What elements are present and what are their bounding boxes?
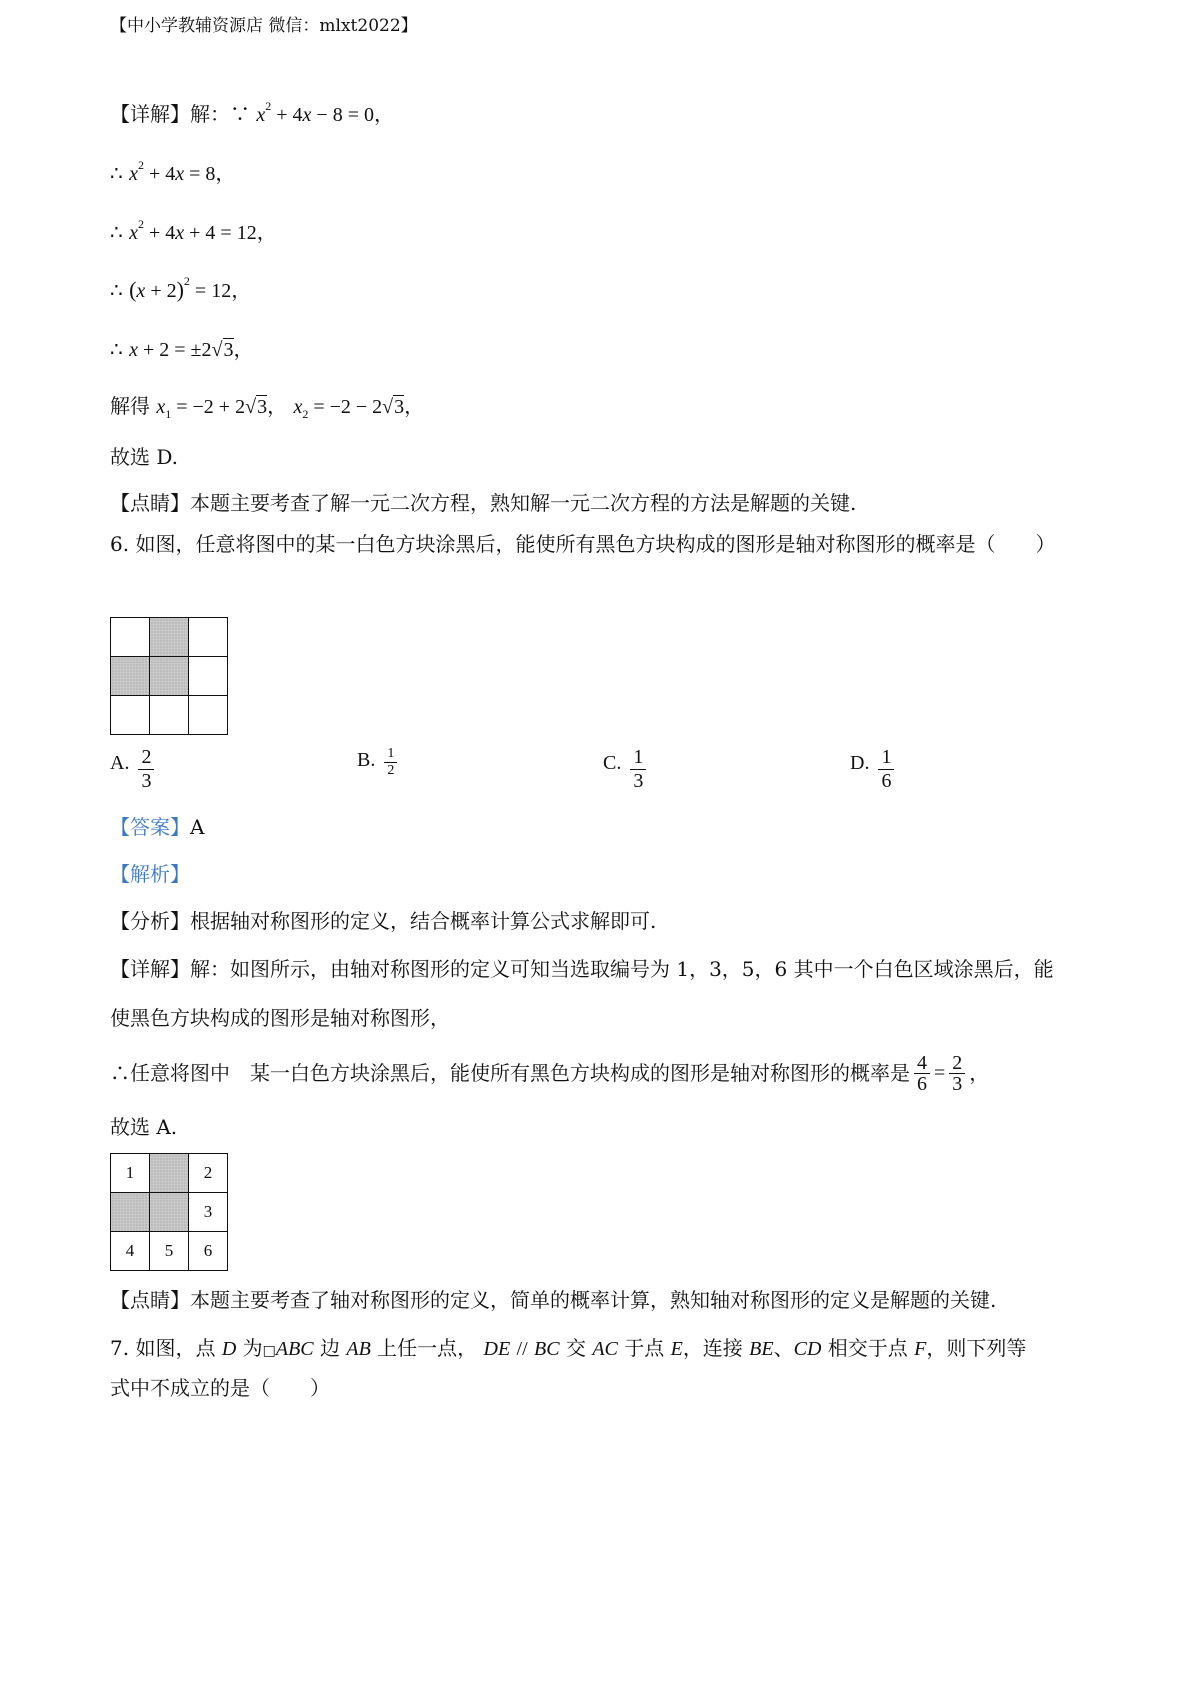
grid-cell-1: 1 (111, 1154, 150, 1193)
q5-conclusion: 故选 D. (110, 445, 179, 469)
grid-cell-shaded (150, 618, 189, 657)
option-b-label: B. (357, 749, 376, 771)
grid-cell-shaded (150, 1154, 189, 1193)
q6-detail-line1: 【详解】解：如图所示，由轴对称图形的定义可知当选取编号为 1，3，5，6 其中一个白色区域涂黑后，能 (110, 957, 1054, 981)
equation-step5: ∴ x + 2 = ±2√3， (110, 337, 254, 361)
option-d-fraction: $\frac{1}{6}$ (878, 746, 894, 793)
detail-label: 【详解】 (110, 102, 190, 126)
q7-stem-line2: 式中不成立的是（ ） (110, 1376, 330, 1400)
option-d-label: D. (850, 752, 870, 774)
q6-detail-line2: 使黑色方块构成的图形是轴对称图形， (110, 1006, 450, 1030)
q5-detail-line (110, 99, 394, 126)
grid-cell-2: 2 (189, 1154, 228, 1193)
option-c-fraction: $\frac{1}{3}$ (630, 746, 646, 793)
grid-cell-6: 6 (189, 1232, 228, 1271)
q6-analysis: 【分析】根据轴对称图形的定义，结合概率计算公式求解即可. (110, 909, 657, 933)
option-a-label: A. (110, 752, 130, 774)
equation-step2: ∴ $x^2 + 4x = 8$， (110, 158, 236, 185)
q5-note: 【点睛】本题主要考查了解一元二次方程，熟知解一元二次方程的方法是解题的关键. (110, 491, 857, 515)
grid-cell (111, 696, 150, 735)
q7-stem-line1: 7. 如图，点 D 为□ABC 边 AB 上任一点， DE // BC 交 AC 于点 E，连接 BE、CD 相交于点 F，则下列等 (110, 1336, 1027, 1360)
grid-cell-5: 5 (150, 1232, 189, 1271)
grid-cell (189, 696, 228, 735)
grid-cell-shaded (111, 657, 150, 696)
result-text: ∴任意将图中 某一白色方块涂黑后，能使所有黑色方块构成的图形是轴对称图形的概率是 (110, 1061, 910, 1085)
result-fraction-2: $\frac{2}{3}$ (949, 1053, 965, 1094)
q6-note: 【点睛】本题主要考查了轴对称图形的定义，简单的概率计算，熟知轴对称图形的定义是解题的关键. (110, 1288, 997, 1312)
grid-cell-3: 3 (189, 1193, 228, 1232)
option-a (110, 746, 158, 793)
grid-cell-shaded (111, 1193, 150, 1232)
equation-step6: 解得 $x_1 = -2 + 2√3$， $x_2 = -2 - 2√3$， (110, 394, 425, 421)
q6-stem: 6. 如图，任意将图中的某一白色方块涂黑后，能使所有黑色方块构成的图形是轴对称图形的概率是（ ） (110, 532, 1056, 556)
grid-cell (111, 618, 150, 657)
detail-prefix: 解：∵ (190, 102, 250, 126)
q6-numbered-grid (110, 1153, 228, 1271)
q6-answer (110, 817, 204, 837)
option-a-fraction: $\frac{2}{3}$ (138, 746, 154, 793)
grid-cell (189, 657, 228, 696)
option-d (850, 746, 898, 793)
q6-figure-grid (110, 617, 228, 735)
q6-result: ∴任意将图中 某一白色方块涂黑后，能使所有黑色方块构成的图形是轴对称图形的概率是 $\frac{4}{6}$ = $\frac{2}{3}$ ， (110, 1051, 990, 1095)
equation-step3: ∴ $x^2 + 4x + 4 = 12$， (110, 217, 277, 244)
grid-cell-4: 4 (111, 1232, 150, 1271)
grid-cell-shaded (150, 657, 189, 696)
q6-conclusion: 故选 A. (110, 1115, 178, 1139)
option-c (603, 746, 650, 793)
watermark-header: 【中小学教辅资源店 微信：mlxt2022】 (110, 16, 418, 36)
option-b-fraction: $\frac{1}{2}$ (384, 746, 397, 779)
option-c-label: C. (603, 752, 622, 774)
grid-cell (189, 618, 228, 657)
answer-label: 【答案】 (110, 815, 190, 839)
result-fraction-1: $\frac{4}{6}$ (914, 1053, 930, 1094)
answer-value: A (190, 815, 205, 839)
equation-step1: $x^2 + 4x - 8 = 0$， (256, 99, 394, 126)
q6-analysis-label: 【解析】 (110, 862, 190, 886)
option-b (357, 746, 401, 779)
grid-cell-shaded (150, 1193, 189, 1232)
equation-step4: ∴ $(x + 2)^2 = 12$， (110, 274, 252, 302)
grid-cell (150, 696, 189, 735)
